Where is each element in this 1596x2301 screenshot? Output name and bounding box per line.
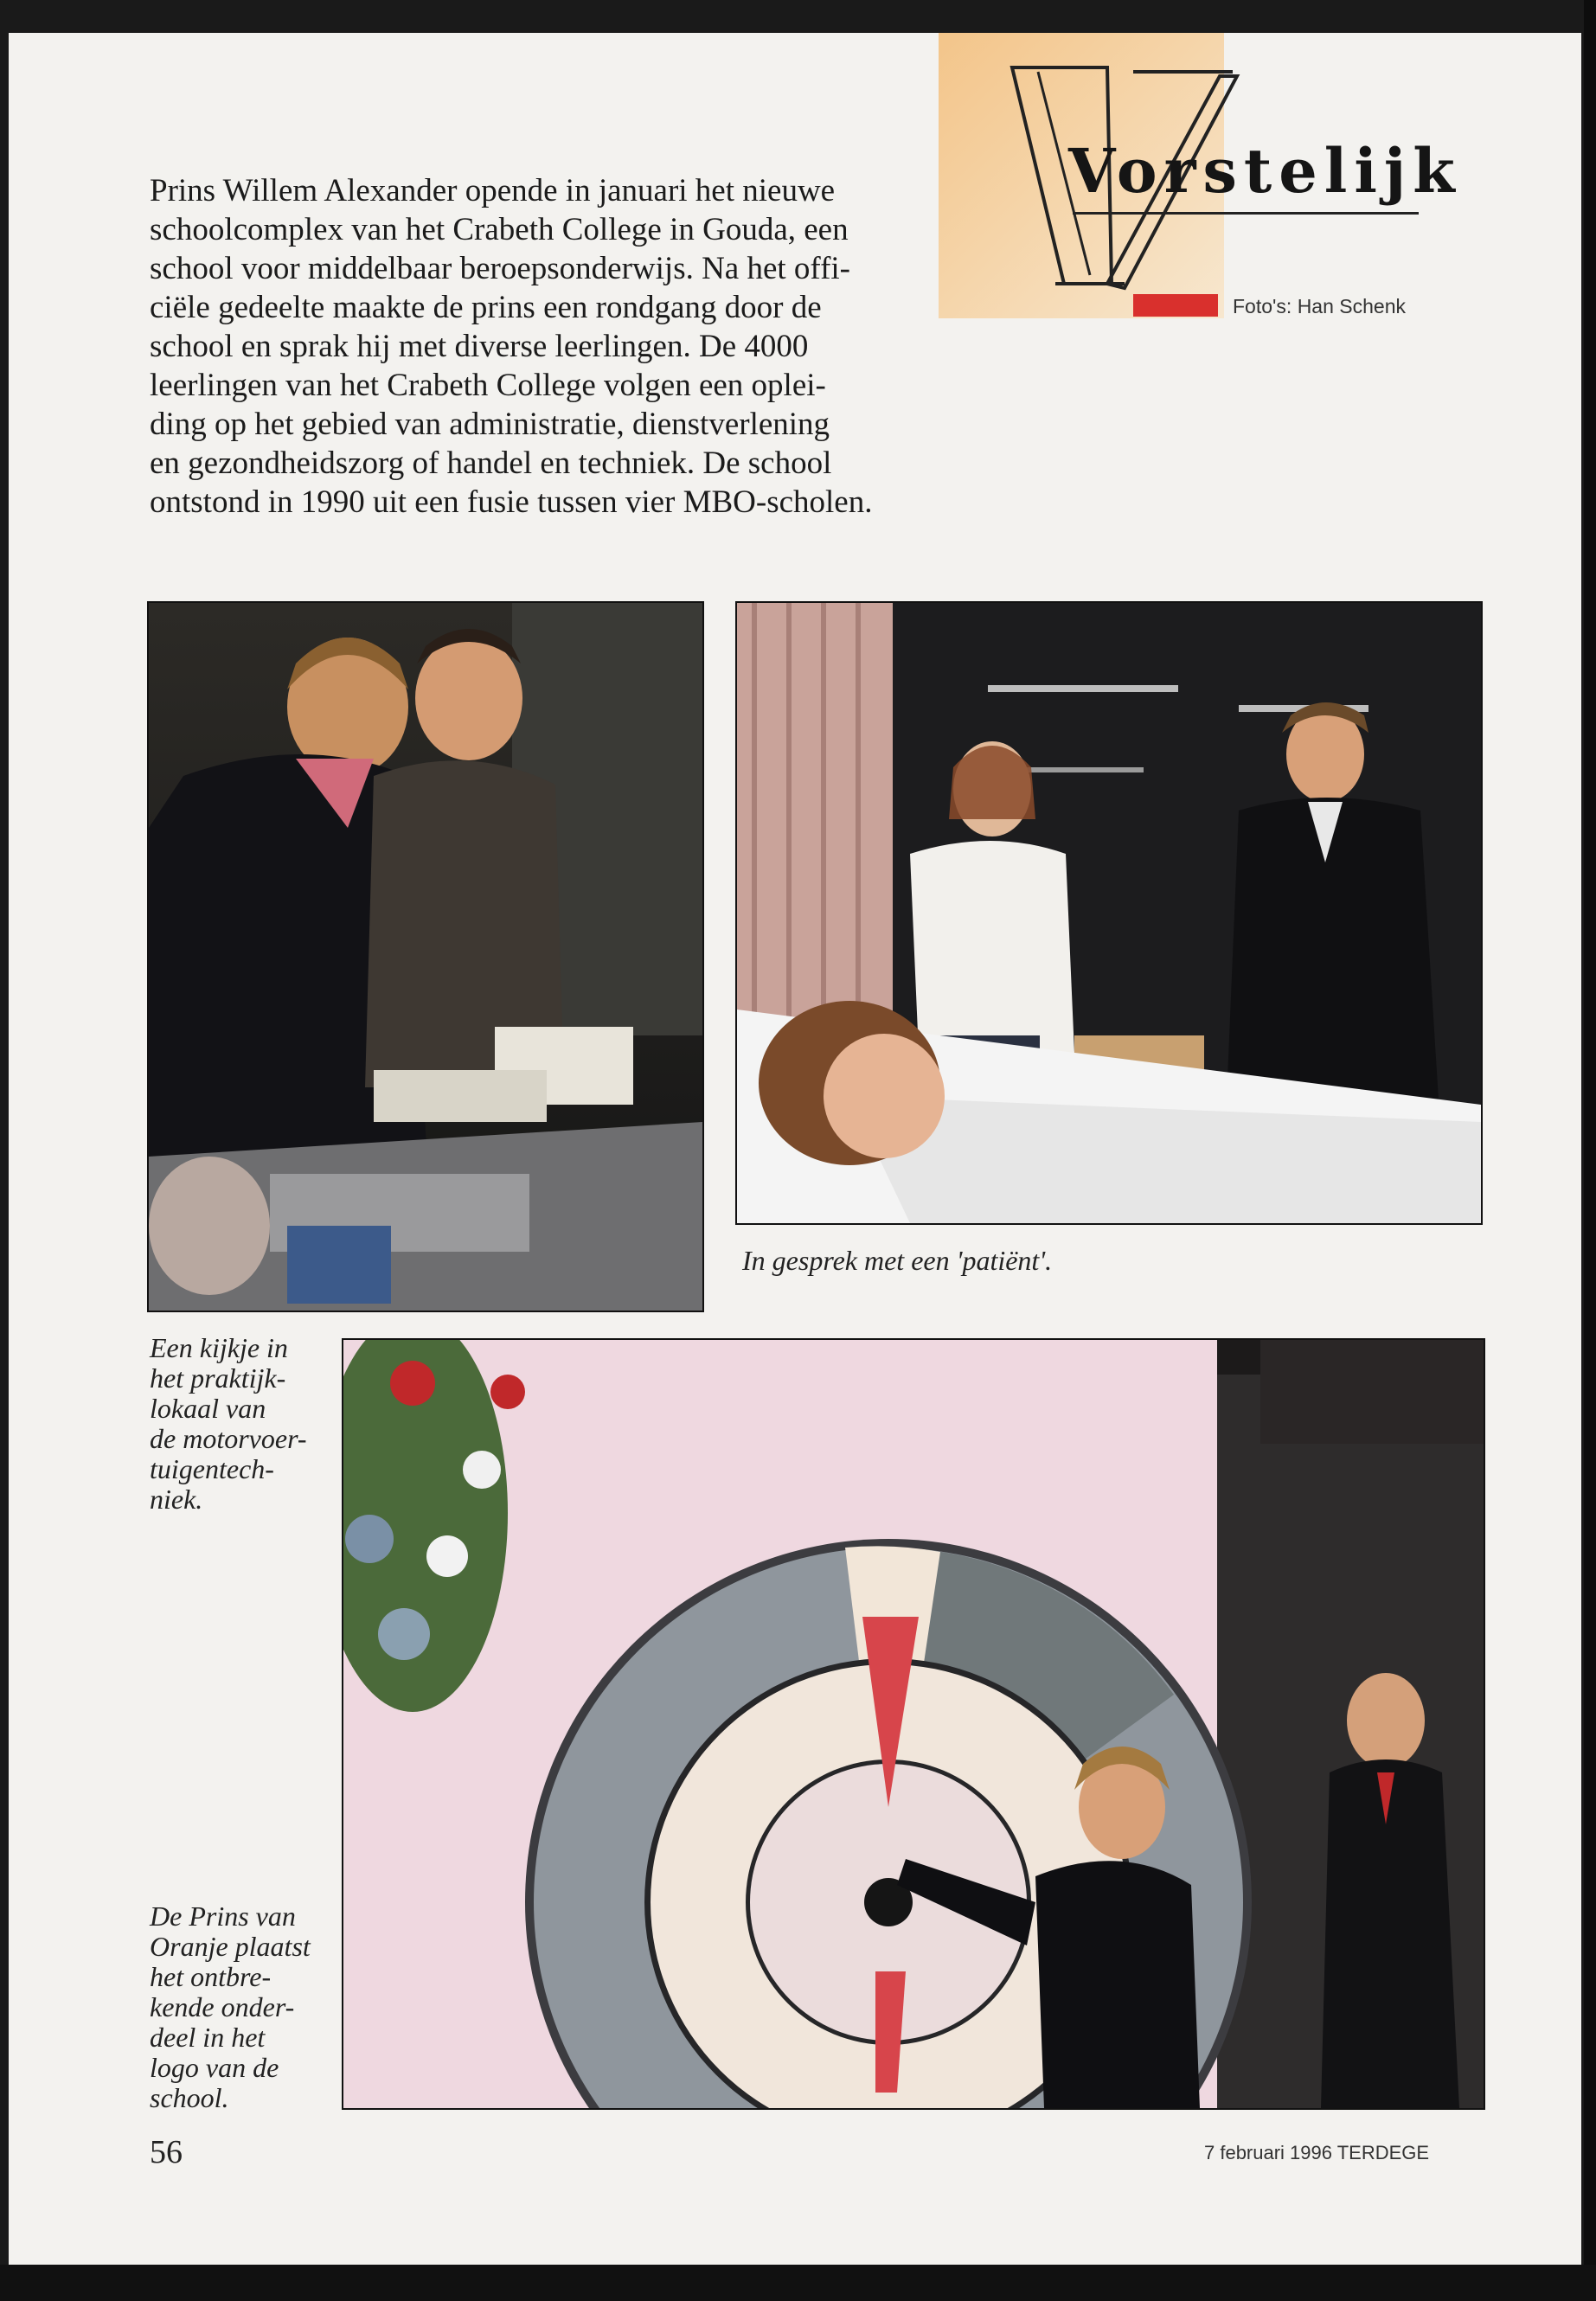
issue-line: 7 februari 1996 TERDEGE (1204, 2142, 1430, 2163)
scan-edge-bottom (0, 2265, 1596, 2301)
intro-line: leerlingen van het Crabeth College volgen een oplei- (150, 368, 826, 403)
intro-line: ding op het gebied van administratie, dienstverlening (150, 407, 830, 442)
caption-line: In gesprek met een 'patiënt'. (742, 1245, 1053, 1276)
intro-line: school en sprak hij met diverse leerlingen. De 4000 (150, 329, 809, 364)
intro-line: ontstond in 1990 uit een fusie tussen vier MBO-scholen. (150, 484, 873, 520)
caption-line: deel in het (150, 2022, 266, 2053)
caption-line: De Prins van (150, 1900, 296, 1932)
caption-line: school. (150, 2082, 229, 2113)
intro-line: en gezondheidszorg of handel en techniek. De school (150, 445, 832, 481)
photo-logo-unveiling (342, 1338, 1485, 2110)
intro-line: Prins Willem Alexander opende in januari het nieuwe (150, 173, 836, 208)
magazine-page (9, 33, 1581, 2265)
caption-line: niek. (150, 1484, 203, 1515)
caption-workshop (150, 1333, 323, 1515)
intro-line: school voor middelbaar beroepsonderwijs. Na het offi- (150, 251, 851, 286)
logo-red-bar (1133, 294, 1218, 317)
logo-divider (1073, 212, 1419, 215)
caption-line: de motorvoer- (150, 1423, 307, 1454)
caption-line: kende onder- (150, 1991, 295, 2022)
photo-workshop (147, 601, 704, 1312)
caption-line: het praktijk- (150, 1362, 286, 1394)
caption-line: lokaal van (150, 1393, 266, 1424)
scan-edge-right (1584, 0, 1596, 2301)
intro-line: schoolcomplex van het Crabeth College in Gouda, een (150, 212, 849, 247)
caption-line: tuigentech- (150, 1453, 274, 1484)
photo-credit: Foto's: Han Schenk (1233, 295, 1406, 317)
caption-line: Een kijkje in (150, 1332, 288, 1363)
caption-line: het ontbre- (150, 1961, 272, 1992)
intro-paragraph (150, 171, 911, 522)
intro-line: ciële gedeelte maakte de prins een rondgang door de (150, 290, 822, 325)
page-number: 56 (150, 2134, 183, 2170)
caption-line: Oranje plaatst (150, 1931, 311, 1962)
section-title: Vorstelijk (1068, 135, 1462, 207)
photo-patient (735, 601, 1483, 1225)
caption-logo (150, 1901, 323, 2113)
caption-patient (742, 1246, 1175, 1276)
caption-line: logo van de (150, 2052, 279, 2083)
